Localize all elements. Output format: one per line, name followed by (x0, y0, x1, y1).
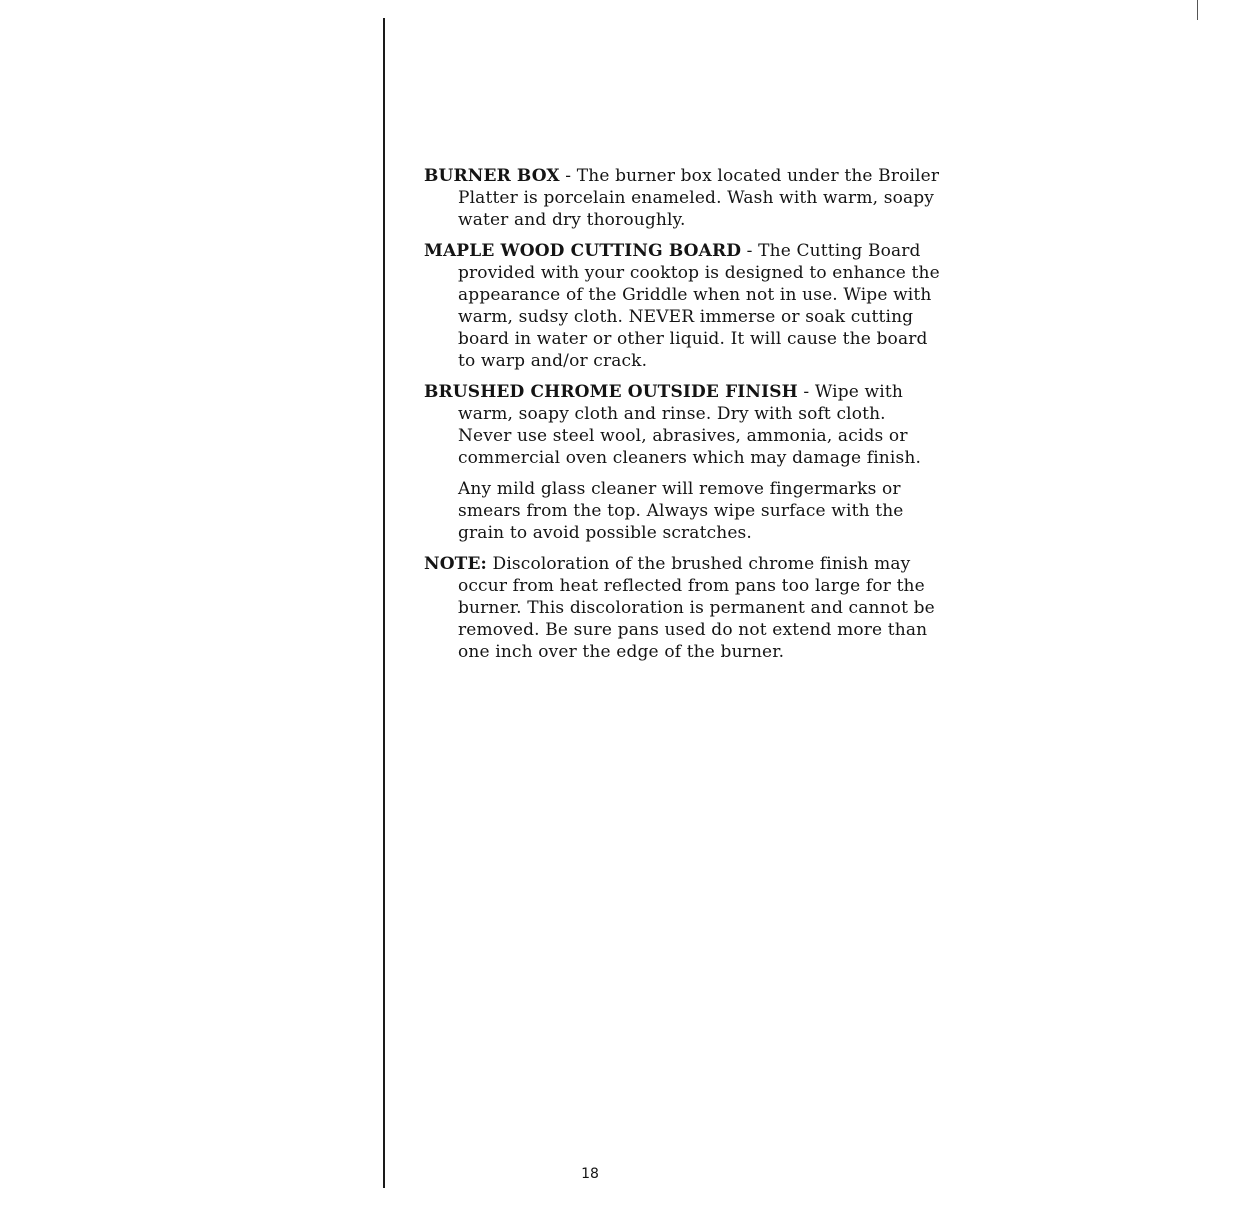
cutting-board-text: - The Cutting Board provided with your cooktop is designed to enhance the appearance of the Griddle when not in use. Wipe with warm, sudsy cloth. NEVER immerse or soak cutting board in water or other liquid. It will cause the board to warp and/or crack. (458, 241, 940, 371)
chrome-finish-paragraph (424, 381, 944, 469)
burner-box-paragraph (424, 165, 944, 231)
note-heading: NOTE: (424, 554, 487, 574)
margin-rule (383, 18, 385, 1188)
care-instructions (424, 165, 944, 672)
note-text: Discoloration of the brushed chrome finish may occur from heat reflected from pans too large for the burner. This discoloration is permanent and cannot be removed. Be sure pans used do not extend more than one inch over the edge of the burner. (458, 554, 935, 662)
glass-cleaner-paragraph: Any mild glass cleaner will remove fingermarks or smears from the top. Always wipe surface with the grain to avoid possible scratches. (458, 479, 904, 543)
chrome-finish-text: - Wipe with warm, soapy cloth and rinse. Dry with soft cloth. Never use steel wool, abrasives, ammonia, acids or commercial oven cleaners which may damage finish. (458, 382, 922, 468)
corner-mark (1197, 0, 1198, 20)
chrome-finish-heading: BRUSHED CHROME OUTSIDE FINISH (424, 382, 798, 402)
page-number: 18 (581, 1166, 599, 1182)
note-paragraph (424, 553, 944, 663)
burner-box-text: - The burner box located under the Broiler Platter is porcelain enameled. Wash with warm, soapy water and dry thoroughly. (458, 166, 940, 230)
cutting-board-paragraph (424, 240, 944, 372)
cutting-board-heading: MAPLE WOOD CUTTING BOARD (424, 241, 742, 261)
burner-box-heading: BURNER BOX (424, 166, 560, 186)
